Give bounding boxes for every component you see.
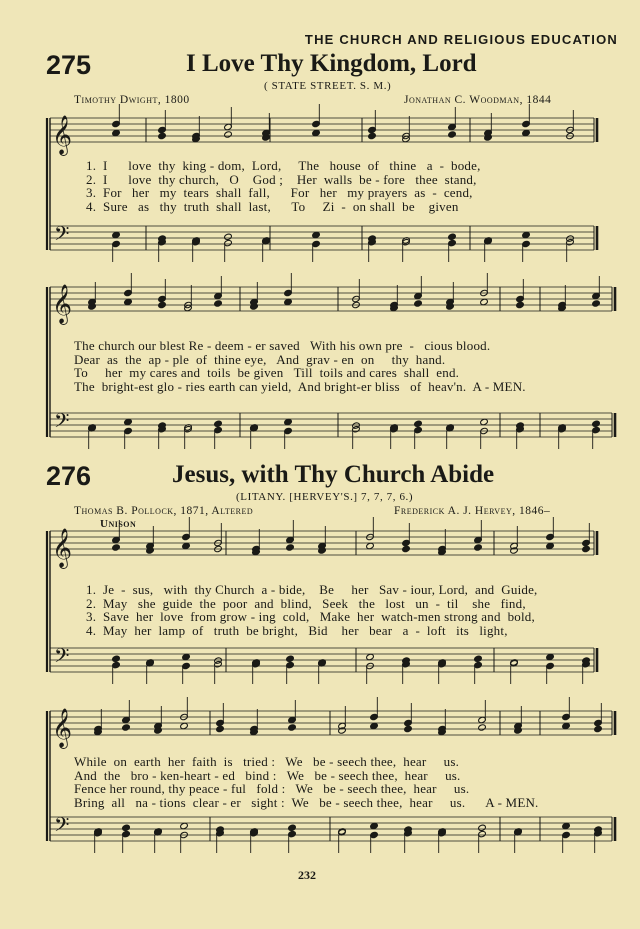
bass-clef: 𝄢 bbox=[54, 813, 70, 841]
tune-name: ( STATE STREET. S. M.) bbox=[264, 80, 392, 92]
lyric-line: 1. Je - sus, with thy Church a - bide, Be her Sav - iour, Lord, and Guide, bbox=[86, 582, 538, 597]
tune-name: (LITANY. [HERVEY'S.] 7, 7, 7, 6.) bbox=[236, 491, 414, 503]
treble-clef: 𝄞 bbox=[52, 115, 73, 155]
note-head bbox=[546, 653, 555, 660]
lyric-line: 4. May her lamp of truth be bright, Bid her bear a - loft its light, bbox=[86, 622, 508, 638]
lyrics-block bbox=[74, 754, 539, 808]
note-head bbox=[312, 129, 321, 136]
note-head bbox=[122, 824, 131, 831]
note-head bbox=[182, 542, 191, 549]
composer-credit: Frederick A. J. Hervey, 1846– bbox=[394, 505, 551, 517]
note-head bbox=[516, 301, 525, 308]
lyric-line: Fence her round, thy peace - ful fold : We be - seech thee, hear us. bbox=[74, 781, 470, 796]
note-head bbox=[414, 420, 423, 427]
note-head bbox=[286, 655, 295, 662]
treble-clef: 𝄞 bbox=[52, 708, 73, 748]
treble-clef: 𝄞 bbox=[52, 284, 73, 324]
lyric-line: The church our blest Re - deem - er saved With his own pre - cious blood. bbox=[74, 338, 491, 353]
note-head bbox=[370, 822, 379, 829]
note-head bbox=[522, 129, 531, 136]
hymn-title: Jesus, with Thy Church Abide bbox=[172, 461, 495, 488]
note-head bbox=[592, 300, 601, 307]
note-head bbox=[370, 722, 379, 729]
lyric-line: To her my cares and toils be given Till toils and cares shall end. bbox=[74, 365, 460, 380]
note-head bbox=[284, 298, 293, 305]
note-head bbox=[224, 233, 233, 240]
author-credit: Thomas B. Pollock, 1871, Altered bbox=[74, 505, 254, 517]
note-head bbox=[180, 822, 189, 829]
note-head bbox=[286, 544, 295, 551]
note-head bbox=[562, 822, 571, 829]
lyric-line: Dear as the ap - ple of thine eye, And grav - en on thy hand. bbox=[74, 351, 446, 367]
lyric-line: Bring all na - tions clear - er sight : We be - seech thee, hear us. A - MEN. bbox=[74, 794, 539, 810]
note-head bbox=[124, 418, 133, 425]
note-head bbox=[474, 544, 483, 551]
note-head bbox=[214, 300, 223, 307]
note-head bbox=[122, 724, 131, 731]
note-head bbox=[216, 725, 225, 732]
note-head bbox=[112, 544, 121, 551]
bass-clef: 𝄢 bbox=[54, 409, 70, 437]
note-head bbox=[112, 231, 121, 238]
performance-direction: Unison bbox=[100, 518, 137, 530]
lyric-line: 1. I love thy king - dom, Lord, The house of thine a - bode, bbox=[86, 158, 481, 173]
lyric-line: 3. Save her love from grow - ing cold, Make her watch-men strong and bold, bbox=[86, 609, 535, 624]
note-head bbox=[158, 132, 167, 139]
lyric-line: 2. May she guide the poor and blind, Seek the lost un - til she find, bbox=[86, 595, 526, 611]
note-head bbox=[480, 418, 489, 425]
note-head bbox=[366, 542, 375, 549]
lyric-line: 2. I love thy church, O God ; Her walls be - fore thee stand, bbox=[86, 171, 477, 187]
note-head bbox=[478, 824, 487, 831]
note-head bbox=[112, 129, 121, 136]
composer-credit: Jonathan C. Woodman, 1844 bbox=[404, 94, 552, 106]
hymn-number: 275 bbox=[46, 50, 92, 80]
note-head bbox=[214, 420, 223, 427]
hymn-number: 276 bbox=[46, 461, 92, 491]
bass-clef: 𝄢 bbox=[54, 222, 70, 250]
note-head bbox=[284, 418, 293, 425]
note-head bbox=[366, 653, 375, 660]
lyrics-block bbox=[86, 158, 481, 212]
note-head bbox=[402, 545, 411, 552]
lyric-line: The bright-est glo - ries earth can yield, And bright-er bliss of heav'n. A - MEN. bbox=[74, 378, 526, 394]
bass-clef: 𝄢 bbox=[54, 644, 70, 672]
note-head bbox=[182, 653, 191, 660]
note-head bbox=[480, 298, 489, 305]
note-head bbox=[312, 231, 321, 238]
note-head bbox=[448, 233, 457, 240]
note-head bbox=[404, 725, 413, 732]
note-head bbox=[288, 824, 297, 831]
note-head bbox=[180, 722, 189, 729]
author-credit: Timothy Dwight, 1800 bbox=[74, 94, 190, 106]
note-head bbox=[158, 301, 167, 308]
lyrics-block bbox=[74, 338, 526, 392]
lyric-line: 3. For her my tears shall fall, For her my prayers as - cend, bbox=[86, 185, 473, 200]
page-number: 232 bbox=[298, 868, 316, 882]
note-head bbox=[124, 298, 133, 305]
note-head bbox=[112, 655, 121, 662]
note-head bbox=[474, 655, 483, 662]
note-head bbox=[288, 724, 297, 731]
note-head bbox=[448, 131, 457, 138]
note-head bbox=[594, 725, 603, 732]
note-head bbox=[582, 545, 591, 552]
note-head bbox=[592, 420, 601, 427]
note-head bbox=[522, 231, 531, 238]
note-head bbox=[478, 724, 487, 731]
lyric-line: While on earth her faith is tried : We be - seech thee, hear us. bbox=[74, 754, 460, 769]
note-head bbox=[224, 131, 233, 138]
lyric-line: 4. Sure as thy truth shall last, To Zi - on shall be given bbox=[86, 198, 459, 214]
note-head bbox=[368, 132, 377, 139]
treble-clef: 𝄞 bbox=[52, 528, 73, 568]
note-head bbox=[562, 722, 571, 729]
note-head bbox=[546, 542, 555, 549]
section-heading: THE CHURCH AND RELIGIOUS EDUCATION bbox=[304, 32, 618, 47]
hymn-title: I Love Thy Kingdom, Lord bbox=[186, 50, 477, 77]
lyrics-block bbox=[86, 582, 538, 636]
lyric-line: And the bro - ken-heart - ed bind : We be - seech thee, hear us. bbox=[74, 767, 461, 783]
note-head bbox=[414, 300, 423, 307]
